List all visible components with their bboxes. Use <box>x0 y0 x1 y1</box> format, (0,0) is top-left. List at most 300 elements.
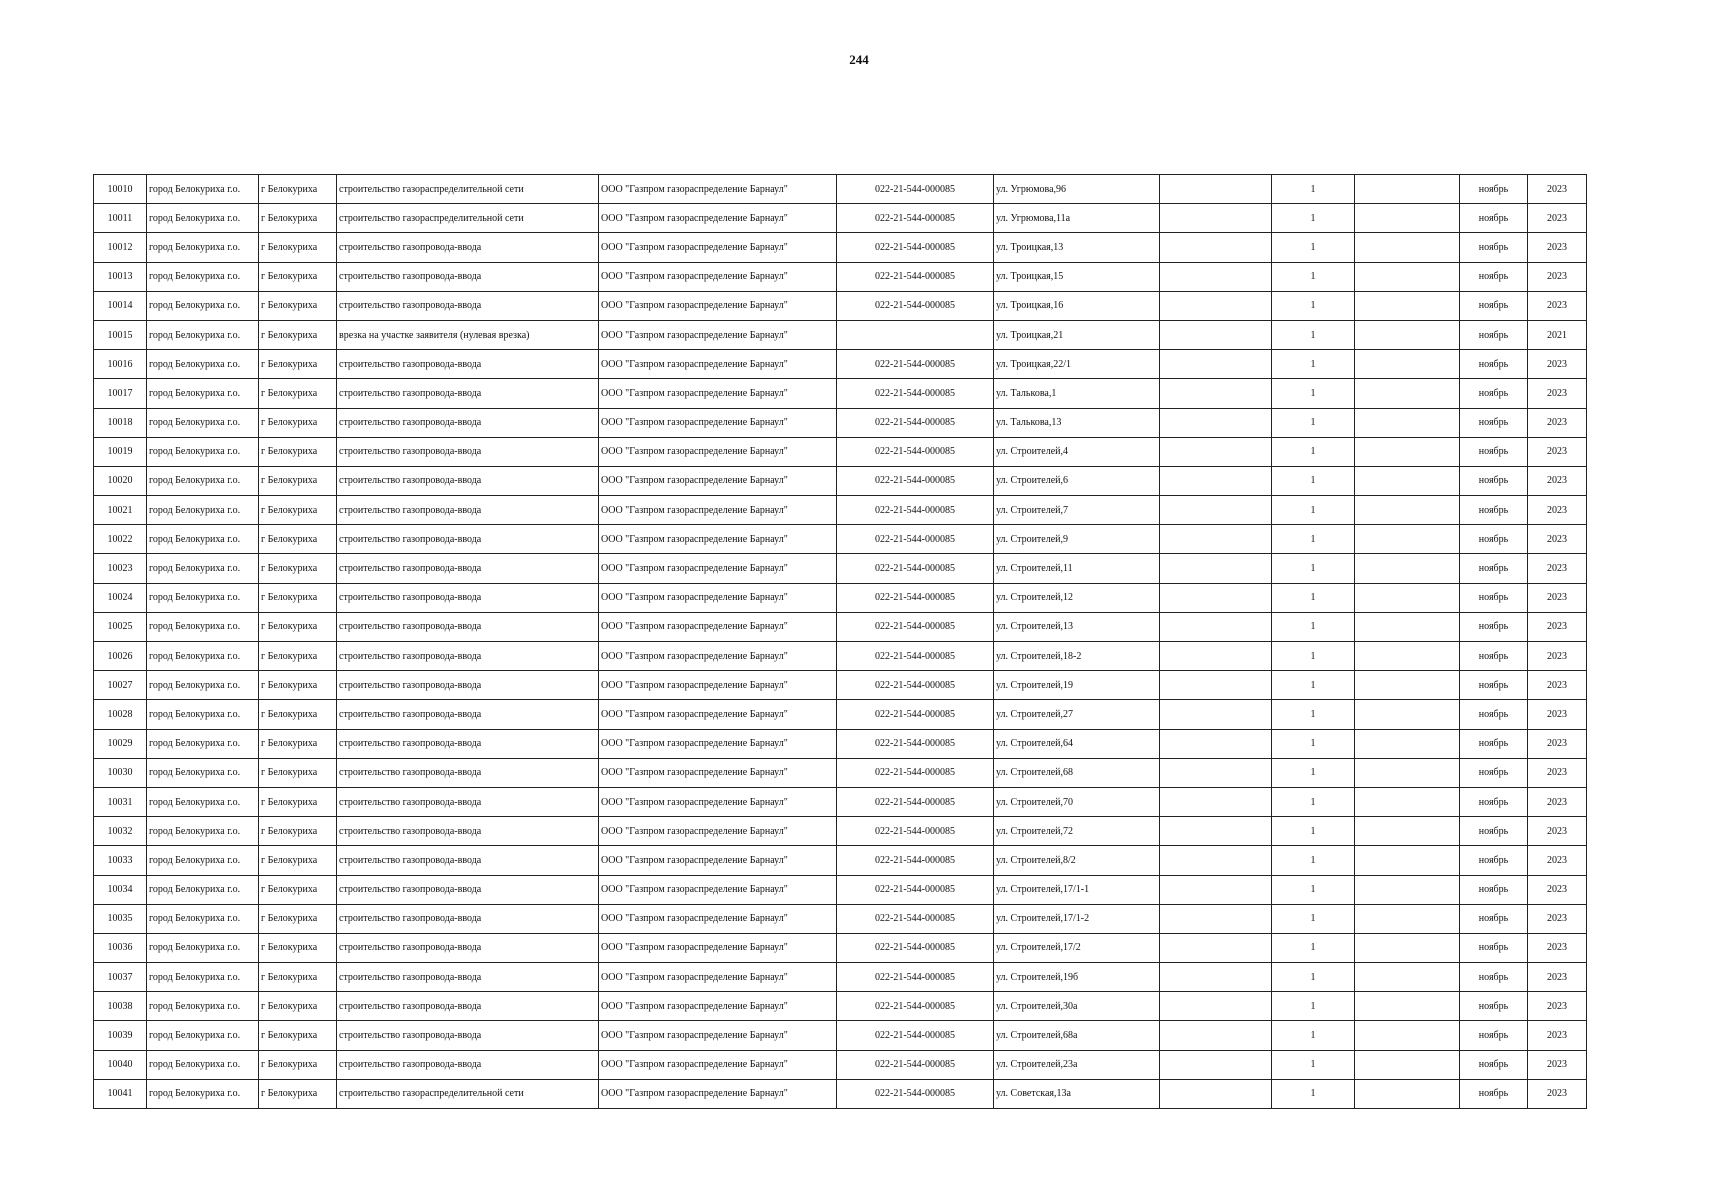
cell-id: 10019 <box>94 437 147 466</box>
cell-empty <box>1160 875 1272 904</box>
cell-code: 022-21-544-000085 <box>837 933 994 962</box>
cell-empty <box>1160 642 1272 671</box>
cell-empty <box>1160 204 1272 233</box>
cell-municipality: город Белокуриха г.о. <box>147 175 259 204</box>
cell-empty <box>1355 496 1460 525</box>
cell-empty <box>1160 466 1272 495</box>
cell-code: 022-21-544-000085 <box>837 291 994 320</box>
cell-id: 10027 <box>94 671 147 700</box>
cell-address: ул. Строителей,70 <box>994 787 1160 816</box>
cell-id: 10017 <box>94 379 147 408</box>
cell-code: 022-21-544-000085 <box>837 904 994 933</box>
cell-quantity: 1 <box>1272 1021 1355 1050</box>
cell-id: 10022 <box>94 525 147 554</box>
table-row <box>94 496 1587 525</box>
cell-work-type: строительство газопровода-ввода <box>337 262 599 291</box>
cell-id: 10033 <box>94 846 147 875</box>
page-number: 244 <box>849 52 869 67</box>
cell-empty <box>1160 1021 1272 1050</box>
cell-id: 10021 <box>94 496 147 525</box>
cell-municipality: город Белокуриха г.о. <box>147 554 259 583</box>
cell-code: 022-21-544-000085 <box>837 992 994 1021</box>
table-row <box>94 320 1587 349</box>
table-row <box>94 233 1587 262</box>
cell-locality: г Белокуриха <box>259 700 337 729</box>
cell-organization: ООО "Газпром газораспределение Барнаул" <box>599 350 837 379</box>
cell-address: ул. Талькова,13 <box>994 408 1160 437</box>
cell-work-type: строительство газопровода-ввода <box>337 787 599 816</box>
cell-municipality: город Белокуриха г.о. <box>147 350 259 379</box>
cell-empty <box>1355 904 1460 933</box>
cell-year: 2023 <box>1528 554 1587 583</box>
cell-month: ноябрь <box>1460 963 1528 992</box>
cell-address: ул. Строителей,17/2 <box>994 933 1160 962</box>
cell-address: ул. Строителей,8/2 <box>994 846 1160 875</box>
cell-year: 2023 <box>1528 875 1587 904</box>
table-row <box>94 408 1587 437</box>
cell-empty <box>1355 963 1460 992</box>
cell-month: ноябрь <box>1460 933 1528 962</box>
cell-year: 2023 <box>1528 787 1587 816</box>
cell-empty <box>1355 787 1460 816</box>
cell-year: 2023 <box>1528 1021 1587 1050</box>
cell-month: ноябрь <box>1460 583 1528 612</box>
cell-code: 022-21-544-000085 <box>837 204 994 233</box>
cell-empty <box>1355 758 1460 787</box>
cell-organization: ООО "Газпром газораспределение Барнаул" <box>599 583 837 612</box>
cell-municipality: город Белокуриха г.о. <box>147 1079 259 1108</box>
cell-empty <box>1160 846 1272 875</box>
cell-month: ноябрь <box>1460 437 1528 466</box>
cell-empty <box>1160 233 1272 262</box>
cell-year: 2023 <box>1528 758 1587 787</box>
cell-municipality: город Белокуриха г.о. <box>147 379 259 408</box>
cell-work-type: строительство газопровода-ввода <box>337 525 599 554</box>
cell-empty <box>1160 904 1272 933</box>
cell-work-type: врезка на участке заявителя (нулевая врезка) <box>337 320 599 349</box>
registry-table <box>93 174 1587 1109</box>
cell-month: ноябрь <box>1460 291 1528 320</box>
table-row <box>94 642 1587 671</box>
cell-month: ноябрь <box>1460 846 1528 875</box>
cell-address: ул. Троицкая,22/1 <box>994 350 1160 379</box>
cell-empty <box>1355 729 1460 758</box>
cell-address: ул. Строителей,6 <box>994 466 1160 495</box>
cell-address: ул. Строителей,11 <box>994 554 1160 583</box>
cell-year: 2023 <box>1528 612 1587 641</box>
table-row <box>94 904 1587 933</box>
table-row <box>94 1021 1587 1050</box>
cell-id: 10011 <box>94 204 147 233</box>
table-row <box>94 291 1587 320</box>
cell-empty <box>1160 437 1272 466</box>
cell-organization: ООО "Газпром газораспределение Барнаул" <box>599 612 837 641</box>
cell-quantity: 1 <box>1272 320 1355 349</box>
cell-quantity: 1 <box>1272 1079 1355 1108</box>
cell-municipality: город Белокуриха г.о. <box>147 642 259 671</box>
table-row <box>94 379 1587 408</box>
cell-locality: г Белокуриха <box>259 817 337 846</box>
cell-work-type: строительство газопровода-ввода <box>337 379 599 408</box>
cell-work-type: строительство газораспределительной сети <box>337 175 599 204</box>
cell-code: 022-21-544-000085 <box>837 525 994 554</box>
cell-work-type: строительство газопровода-ввода <box>337 466 599 495</box>
cell-empty <box>1160 758 1272 787</box>
cell-month: ноябрь <box>1460 204 1528 233</box>
cell-organization: ООО "Газпром газораспределение Барнаул" <box>599 291 837 320</box>
cell-month: ноябрь <box>1460 233 1528 262</box>
cell-id: 10031 <box>94 787 147 816</box>
cell-quantity: 1 <box>1272 525 1355 554</box>
cell-month: ноябрь <box>1460 350 1528 379</box>
table-row <box>94 612 1587 641</box>
cell-locality: г Белокуриха <box>259 642 337 671</box>
cell-empty <box>1355 817 1460 846</box>
cell-year: 2023 <box>1528 350 1587 379</box>
cell-work-type: строительство газопровода-ввода <box>337 758 599 787</box>
cell-empty <box>1355 700 1460 729</box>
cell-empty <box>1160 525 1272 554</box>
cell-year: 2023 <box>1528 671 1587 700</box>
cell-locality: г Белокуриха <box>259 875 337 904</box>
cell-year: 2023 <box>1528 204 1587 233</box>
cell-id: 10037 <box>94 963 147 992</box>
cell-empty <box>1355 466 1460 495</box>
cell-quantity: 1 <box>1272 642 1355 671</box>
cell-address: ул. Троицкая,16 <box>994 291 1160 320</box>
cell-empty <box>1160 1050 1272 1079</box>
cell-year: 2023 <box>1528 233 1587 262</box>
cell-work-type: строительство газопровода-ввода <box>337 904 599 933</box>
cell-work-type: строительство газопровода-ввода <box>337 612 599 641</box>
cell-address: ул. Талькова,1 <box>994 379 1160 408</box>
cell-work-type: строительство газопровода-ввода <box>337 642 599 671</box>
cell-year: 2023 <box>1528 437 1587 466</box>
cell-work-type: строительство газопровода-ввода <box>337 554 599 583</box>
cell-organization: ООО "Газпром газораспределение Барнаул" <box>599 408 837 437</box>
cell-quantity: 1 <box>1272 992 1355 1021</box>
cell-quantity: 1 <box>1272 262 1355 291</box>
table-row <box>94 1050 1587 1079</box>
cell-month: ноябрь <box>1460 758 1528 787</box>
cell-work-type: строительство газопровода-ввода <box>337 1021 599 1050</box>
cell-code: 022-21-544-000085 <box>837 466 994 495</box>
cell-code: 022-21-544-000085 <box>837 554 994 583</box>
cell-locality: г Белокуриха <box>259 525 337 554</box>
table-row <box>94 1079 1587 1108</box>
cell-quantity: 1 <box>1272 817 1355 846</box>
cell-month: ноябрь <box>1460 408 1528 437</box>
cell-work-type: строительство газопровода-ввода <box>337 1050 599 1079</box>
cell-year: 2023 <box>1528 904 1587 933</box>
cell-id: 10018 <box>94 408 147 437</box>
cell-organization: ООО "Газпром газораспределение Барнаул" <box>599 963 837 992</box>
cell-quantity: 1 <box>1272 496 1355 525</box>
cell-address: ул. Троицкая,13 <box>994 233 1160 262</box>
cell-code: 022-21-544-000085 <box>837 262 994 291</box>
cell-locality: г Белокуриха <box>259 233 337 262</box>
cell-locality: г Белокуриха <box>259 933 337 962</box>
cell-empty <box>1355 671 1460 700</box>
cell-quantity: 1 <box>1272 612 1355 641</box>
cell-code: 022-21-544-000085 <box>837 875 994 904</box>
cell-empty <box>1160 496 1272 525</box>
cell-month: ноябрь <box>1460 612 1528 641</box>
cell-address: ул. Строителей,12 <box>994 583 1160 612</box>
cell-year: 2023 <box>1528 992 1587 1021</box>
cell-work-type: строительство газопровода-ввода <box>337 700 599 729</box>
table-row <box>94 350 1587 379</box>
cell-quantity: 1 <box>1272 408 1355 437</box>
cell-id: 10024 <box>94 583 147 612</box>
cell-organization: ООО "Газпром газораспределение Барнаул" <box>599 204 837 233</box>
cell-locality: г Белокуриха <box>259 583 337 612</box>
cell-empty <box>1355 204 1460 233</box>
cell-quantity: 1 <box>1272 758 1355 787</box>
cell-organization: ООО "Газпром газораспределение Барнаул" <box>599 496 837 525</box>
cell-id: 10026 <box>94 642 147 671</box>
cell-address: ул. Строителей,17/1-1 <box>994 875 1160 904</box>
cell-id: 10036 <box>94 933 147 962</box>
cell-locality: г Белокуриха <box>259 758 337 787</box>
cell-month: ноябрь <box>1460 1021 1528 1050</box>
cell-work-type: строительство газопровода-ввода <box>337 729 599 758</box>
cell-id: 10012 <box>94 233 147 262</box>
cell-municipality: город Белокуриха г.о. <box>147 729 259 758</box>
cell-address: ул. Строителей,19б <box>994 963 1160 992</box>
cell-month: ноябрь <box>1460 466 1528 495</box>
cell-municipality: город Белокуриха г.о. <box>147 320 259 349</box>
cell-locality: г Белокуриха <box>259 496 337 525</box>
cell-quantity: 1 <box>1272 583 1355 612</box>
table-row <box>94 554 1587 583</box>
cell-empty <box>1160 612 1272 641</box>
cell-locality: г Белокуриха <box>259 1050 337 1079</box>
cell-month: ноябрь <box>1460 904 1528 933</box>
cell-code: 022-21-544-000085 <box>837 817 994 846</box>
cell-work-type: строительство газопровода-ввода <box>337 671 599 700</box>
cell-municipality: город Белокуриха г.о. <box>147 204 259 233</box>
cell-address: ул. Советская,13а <box>994 1079 1160 1108</box>
cell-address: ул. Строителей,7 <box>994 496 1160 525</box>
cell-id: 10032 <box>94 817 147 846</box>
table-row <box>94 963 1587 992</box>
cell-empty <box>1160 262 1272 291</box>
cell-organization: ООО "Газпром газораспределение Барнаул" <box>599 320 837 349</box>
cell-code: 022-21-544-000085 <box>837 700 994 729</box>
cell-locality: г Белокуриха <box>259 379 337 408</box>
cell-organization: ООО "Газпром газораспределение Барнаул" <box>599 233 837 262</box>
table-row <box>94 846 1587 875</box>
cell-code: 022-21-544-000085 <box>837 583 994 612</box>
cell-empty <box>1160 1079 1272 1108</box>
cell-municipality: город Белокуриха г.о. <box>147 758 259 787</box>
cell-code: 022-21-544-000085 <box>837 379 994 408</box>
cell-locality: г Белокуриха <box>259 408 337 437</box>
cell-empty <box>1160 817 1272 846</box>
cell-empty <box>1160 175 1272 204</box>
cell-empty <box>1355 1021 1460 1050</box>
table-row <box>94 817 1587 846</box>
cell-month: ноябрь <box>1460 1050 1528 1079</box>
cell-empty <box>1160 700 1272 729</box>
cell-empty <box>1355 525 1460 554</box>
cell-id: 10034 <box>94 875 147 904</box>
cell-empty <box>1355 846 1460 875</box>
registry-table-body <box>94 175 1587 1109</box>
cell-work-type: строительство газопровода-ввода <box>337 233 599 262</box>
cell-year: 2023 <box>1528 1079 1587 1108</box>
cell-locality: г Белокуриха <box>259 729 337 758</box>
cell-quantity: 1 <box>1272 671 1355 700</box>
cell-code: 022-21-544-000085 <box>837 350 994 379</box>
table-row <box>94 175 1587 204</box>
cell-quantity: 1 <box>1272 175 1355 204</box>
cell-id: 10015 <box>94 320 147 349</box>
cell-month: ноябрь <box>1460 875 1528 904</box>
cell-empty <box>1160 787 1272 816</box>
cell-quantity: 1 <box>1272 846 1355 875</box>
cell-locality: г Белокуриха <box>259 963 337 992</box>
cell-address: ул. Угрюмова,96 <box>994 175 1160 204</box>
cell-quantity: 1 <box>1272 787 1355 816</box>
cell-empty <box>1160 379 1272 408</box>
cell-municipality: город Белокуриха г.о. <box>147 700 259 729</box>
cell-address: ул. Строителей,13 <box>994 612 1160 641</box>
cell-organization: ООО "Газпром газораспределение Барнаул" <box>599 437 837 466</box>
cell-year: 2023 <box>1528 817 1587 846</box>
cell-municipality: город Белокуриха г.о. <box>147 466 259 495</box>
cell-locality: г Белокуриха <box>259 904 337 933</box>
cell-empty <box>1160 729 1272 758</box>
cell-quantity: 1 <box>1272 437 1355 466</box>
cell-id: 10038 <box>94 992 147 1021</box>
cell-organization: ООО "Газпром газораспределение Барнаул" <box>599 933 837 962</box>
cell-year: 2023 <box>1528 262 1587 291</box>
cell-locality: г Белокуриха <box>259 1021 337 1050</box>
cell-work-type: строительство газопровода-ввода <box>337 817 599 846</box>
cell-address: ул. Строителей,17/1-2 <box>994 904 1160 933</box>
cell-work-type: строительство газораспределительной сети <box>337 204 599 233</box>
table-row <box>94 992 1587 1021</box>
cell-municipality: город Белокуриха г.о. <box>147 1021 259 1050</box>
cell-empty <box>1355 320 1460 349</box>
cell-organization: ООО "Газпром газораспределение Барнаул" <box>599 1050 837 1079</box>
cell-address: ул. Строителей,64 <box>994 729 1160 758</box>
cell-municipality: город Белокуриха г.о. <box>147 1050 259 1079</box>
table-row <box>94 466 1587 495</box>
cell-organization: ООО "Газпром газораспределение Барнаул" <box>599 875 837 904</box>
cell-municipality: город Белокуриха г.о. <box>147 787 259 816</box>
cell-address: ул. Строителей,30а <box>994 992 1160 1021</box>
cell-empty <box>1160 408 1272 437</box>
cell-quantity: 1 <box>1272 379 1355 408</box>
cell-empty <box>1160 554 1272 583</box>
cell-municipality: город Белокуриха г.о. <box>147 992 259 1021</box>
cell-id: 10013 <box>94 262 147 291</box>
cell-empty <box>1355 379 1460 408</box>
cell-work-type: строительство газопровода-ввода <box>337 350 599 379</box>
cell-locality: г Белокуриха <box>259 320 337 349</box>
cell-empty <box>1355 291 1460 320</box>
cell-address: ул. Строителей,23а <box>994 1050 1160 1079</box>
cell-year: 2023 <box>1528 466 1587 495</box>
cell-month: ноябрь <box>1460 729 1528 758</box>
cell-quantity: 1 <box>1272 904 1355 933</box>
cell-id: 10041 <box>94 1079 147 1108</box>
cell-empty <box>1355 554 1460 583</box>
cell-quantity: 1 <box>1272 875 1355 904</box>
cell-id: 10010 <box>94 175 147 204</box>
cell-year: 2023 <box>1528 175 1587 204</box>
cell-code: 022-21-544-000085 <box>837 1050 994 1079</box>
cell-month: ноябрь <box>1460 992 1528 1021</box>
table-row <box>94 262 1587 291</box>
cell-municipality: город Белокуриха г.о. <box>147 817 259 846</box>
cell-month: ноябрь <box>1460 787 1528 816</box>
cell-organization: ООО "Газпром газораспределение Барнаул" <box>599 904 837 933</box>
cell-quantity: 1 <box>1272 350 1355 379</box>
cell-locality: г Белокуриха <box>259 204 337 233</box>
cell-empty <box>1355 408 1460 437</box>
cell-code: 022-21-544-000085 <box>837 1079 994 1108</box>
cell-locality: г Белокуриха <box>259 291 337 320</box>
cell-organization: ООО "Газпром газораспределение Барнаул" <box>599 525 837 554</box>
cell-organization: ООО "Газпром газораспределение Барнаул" <box>599 700 837 729</box>
cell-empty <box>1355 437 1460 466</box>
cell-empty <box>1160 963 1272 992</box>
cell-code <box>837 320 994 349</box>
table-row <box>94 875 1587 904</box>
cell-work-type: строительство газопровода-ввода <box>337 992 599 1021</box>
cell-work-type: строительство газопровода-ввода <box>337 437 599 466</box>
cell-quantity: 1 <box>1272 204 1355 233</box>
cell-municipality: город Белокуриха г.о. <box>147 846 259 875</box>
cell-quantity: 1 <box>1272 466 1355 495</box>
cell-empty <box>1355 642 1460 671</box>
cell-work-type: строительство газопровода-ввода <box>337 583 599 612</box>
cell-id: 10023 <box>94 554 147 583</box>
cell-month: ноябрь <box>1460 175 1528 204</box>
cell-empty <box>1355 175 1460 204</box>
cell-locality: г Белокуриха <box>259 671 337 700</box>
cell-year: 2023 <box>1528 642 1587 671</box>
cell-year: 2021 <box>1528 320 1587 349</box>
table-row <box>94 525 1587 554</box>
cell-address: ул. Угрюмова,11а <box>994 204 1160 233</box>
cell-address: ул. Строителей,9 <box>994 525 1160 554</box>
cell-municipality: город Белокуриха г.о. <box>147 933 259 962</box>
cell-work-type: строительство газопровода-ввода <box>337 875 599 904</box>
cell-organization: ООО "Газпром газораспределение Барнаул" <box>599 787 837 816</box>
cell-organization: ООО "Газпром газораспределение Барнаул" <box>599 554 837 583</box>
cell-organization: ООО "Газпром газораспределение Барнаул" <box>599 671 837 700</box>
cell-id: 10028 <box>94 700 147 729</box>
cell-municipality: город Белокуриха г.о. <box>147 408 259 437</box>
cell-empty <box>1355 875 1460 904</box>
cell-organization: ООО "Газпром газораспределение Барнаул" <box>599 758 837 787</box>
cell-month: ноябрь <box>1460 320 1528 349</box>
cell-code: 022-21-544-000085 <box>837 233 994 262</box>
cell-locality: г Белокуриха <box>259 350 337 379</box>
cell-municipality: город Белокуриха г.о. <box>147 233 259 262</box>
table-row <box>94 671 1587 700</box>
cell-locality: г Белокуриха <box>259 466 337 495</box>
cell-month: ноябрь <box>1460 496 1528 525</box>
cell-month: ноябрь <box>1460 671 1528 700</box>
cell-year: 2023 <box>1528 379 1587 408</box>
cell-year: 2023 <box>1528 496 1587 525</box>
